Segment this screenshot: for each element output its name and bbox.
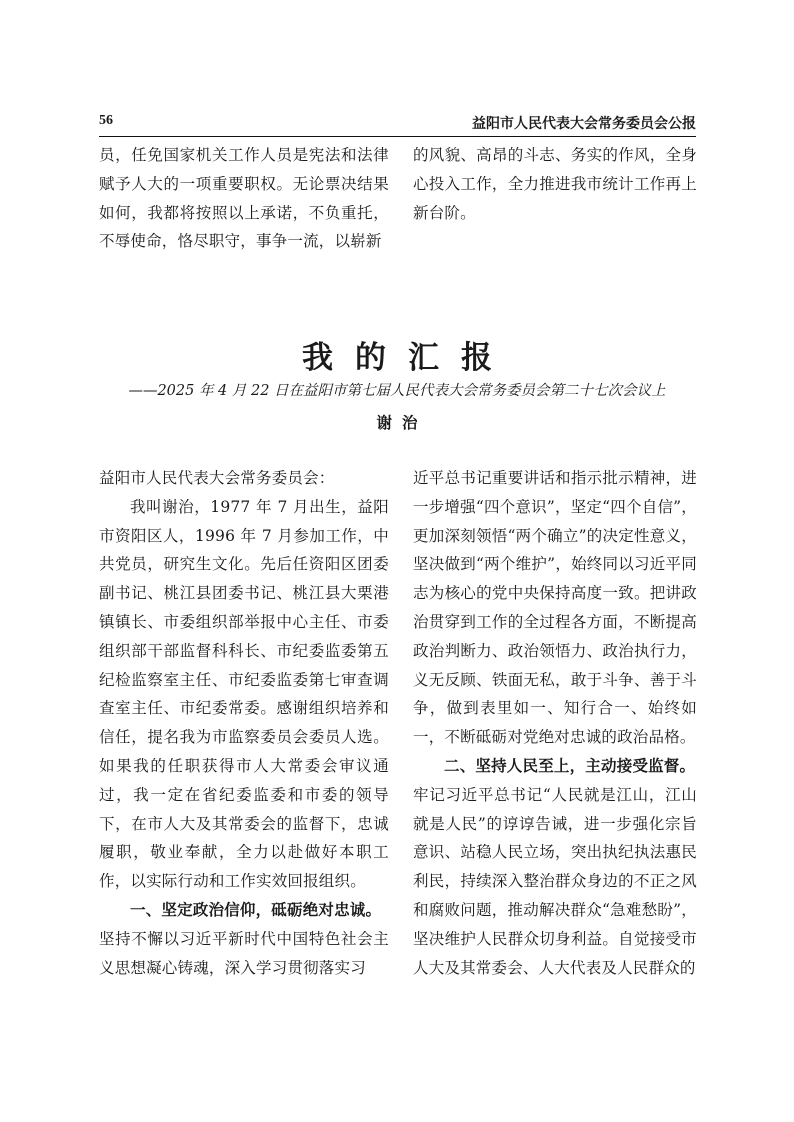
continued-paragraph-right: 的风貌、高昂的斗志、务实的作风，全身心投入工作，全力推进我市统计工作再上新台阶。	[413, 146, 697, 222]
page-number: 56	[99, 113, 113, 128]
article-author: 谢治	[376, 413, 428, 432]
body-left-column	[99, 464, 389, 982]
body-right-column	[413, 464, 697, 982]
section1-paragraph-start: 坚持不懈以习近平新时代中国特色社会主义思想凝心铸魂，深入学习贯彻落实习	[99, 929, 389, 977]
continued-paragraph-left: 员，任免国家机关工作人员是宪法和法律赋予人大的一项重要职权。无论票决结果如何，我都将按照以上承诺，不负重托，不辱使命，恪尽职守，事争一流，以崭新	[99, 146, 389, 251]
running-header	[99, 113, 696, 135]
intro-paragraph: 我叫谢治，1977 年 7 月出生，益阳市资阳区人，1996 年 7 月参加工作，中共党员，研究生文化。先后任资阳区团委副书记、桃江县团委书记、桃江县大栗港镇镇长、市委组织部举报中心主任、市委组织部干部监督科科长、市纪委监委第五纪检监察室主任、市纪委监委第七审查调查室主任、市纪委常委。感谢组织培养和信任，提名我为市监察委员会委员人选。如果我的任职获得市人大常委会审议通过，我一定在省纪委监委和市委的领导下，在市人大及其常委会的监督下，忠诚履职，敬业奉献，全力以赴做好本职工作，以实际行动和工作实效回报组织。	[99, 497, 389, 891]
article-subtitle: ——2025 年 4 月 22 日在益阳市第七届人民代表大会常务委员会第二十七次会议上	[128, 383, 666, 399]
header-rule	[99, 136, 696, 137]
section2-paragraph: 牢记习近平总书记“人民就是江山，江山就是人民”的谆谆告诫，进一步强化宗旨意识、站稳人民立场，突出执纪执法惠民利民，持续深入整治群众身边的不正之风和腐败问题，推动解决群众“急难愁盼”，坚决维护人民群众切身利益。自觉接受市人大及其常委会、人大代表及人民群众的	[413, 785, 697, 977]
journal-title: 益阳市人民代表大会常务委员会公报	[472, 116, 696, 132]
section1-paragraph-continued: 近平总书记重要讲话和指示批示精神，进一步增强“四个意识”，坚定“四个自信”，更加深刻领悟“两个确立”的决定性意义，坚决做到“两个维护”，始终同以习近平同志为核心的党中央保持高度一致。把讲政治贯穿到工作的全过程各方面，不断提高政治判断力、政治领悟力、政治执行力，义无反顾、铁面无私，敢于斗争、善于斗争，做到表里如一、知行合一、始终如一，不断砥砺对党绝对忠诚的政治品格。	[413, 469, 697, 747]
section-heading-2: 二、坚持人民至上，主动接受监督。	[444, 756, 696, 775]
article-title: 我的汇报	[302, 340, 514, 376]
top-left-column	[99, 141, 389, 256]
top-right-column	[413, 141, 697, 227]
section-heading-1: 一、坚定政治信仰，砥砺绝对忠诚。	[130, 900, 382, 919]
salutation: 益阳市人民代表大会常务委员会：	[99, 469, 335, 487]
